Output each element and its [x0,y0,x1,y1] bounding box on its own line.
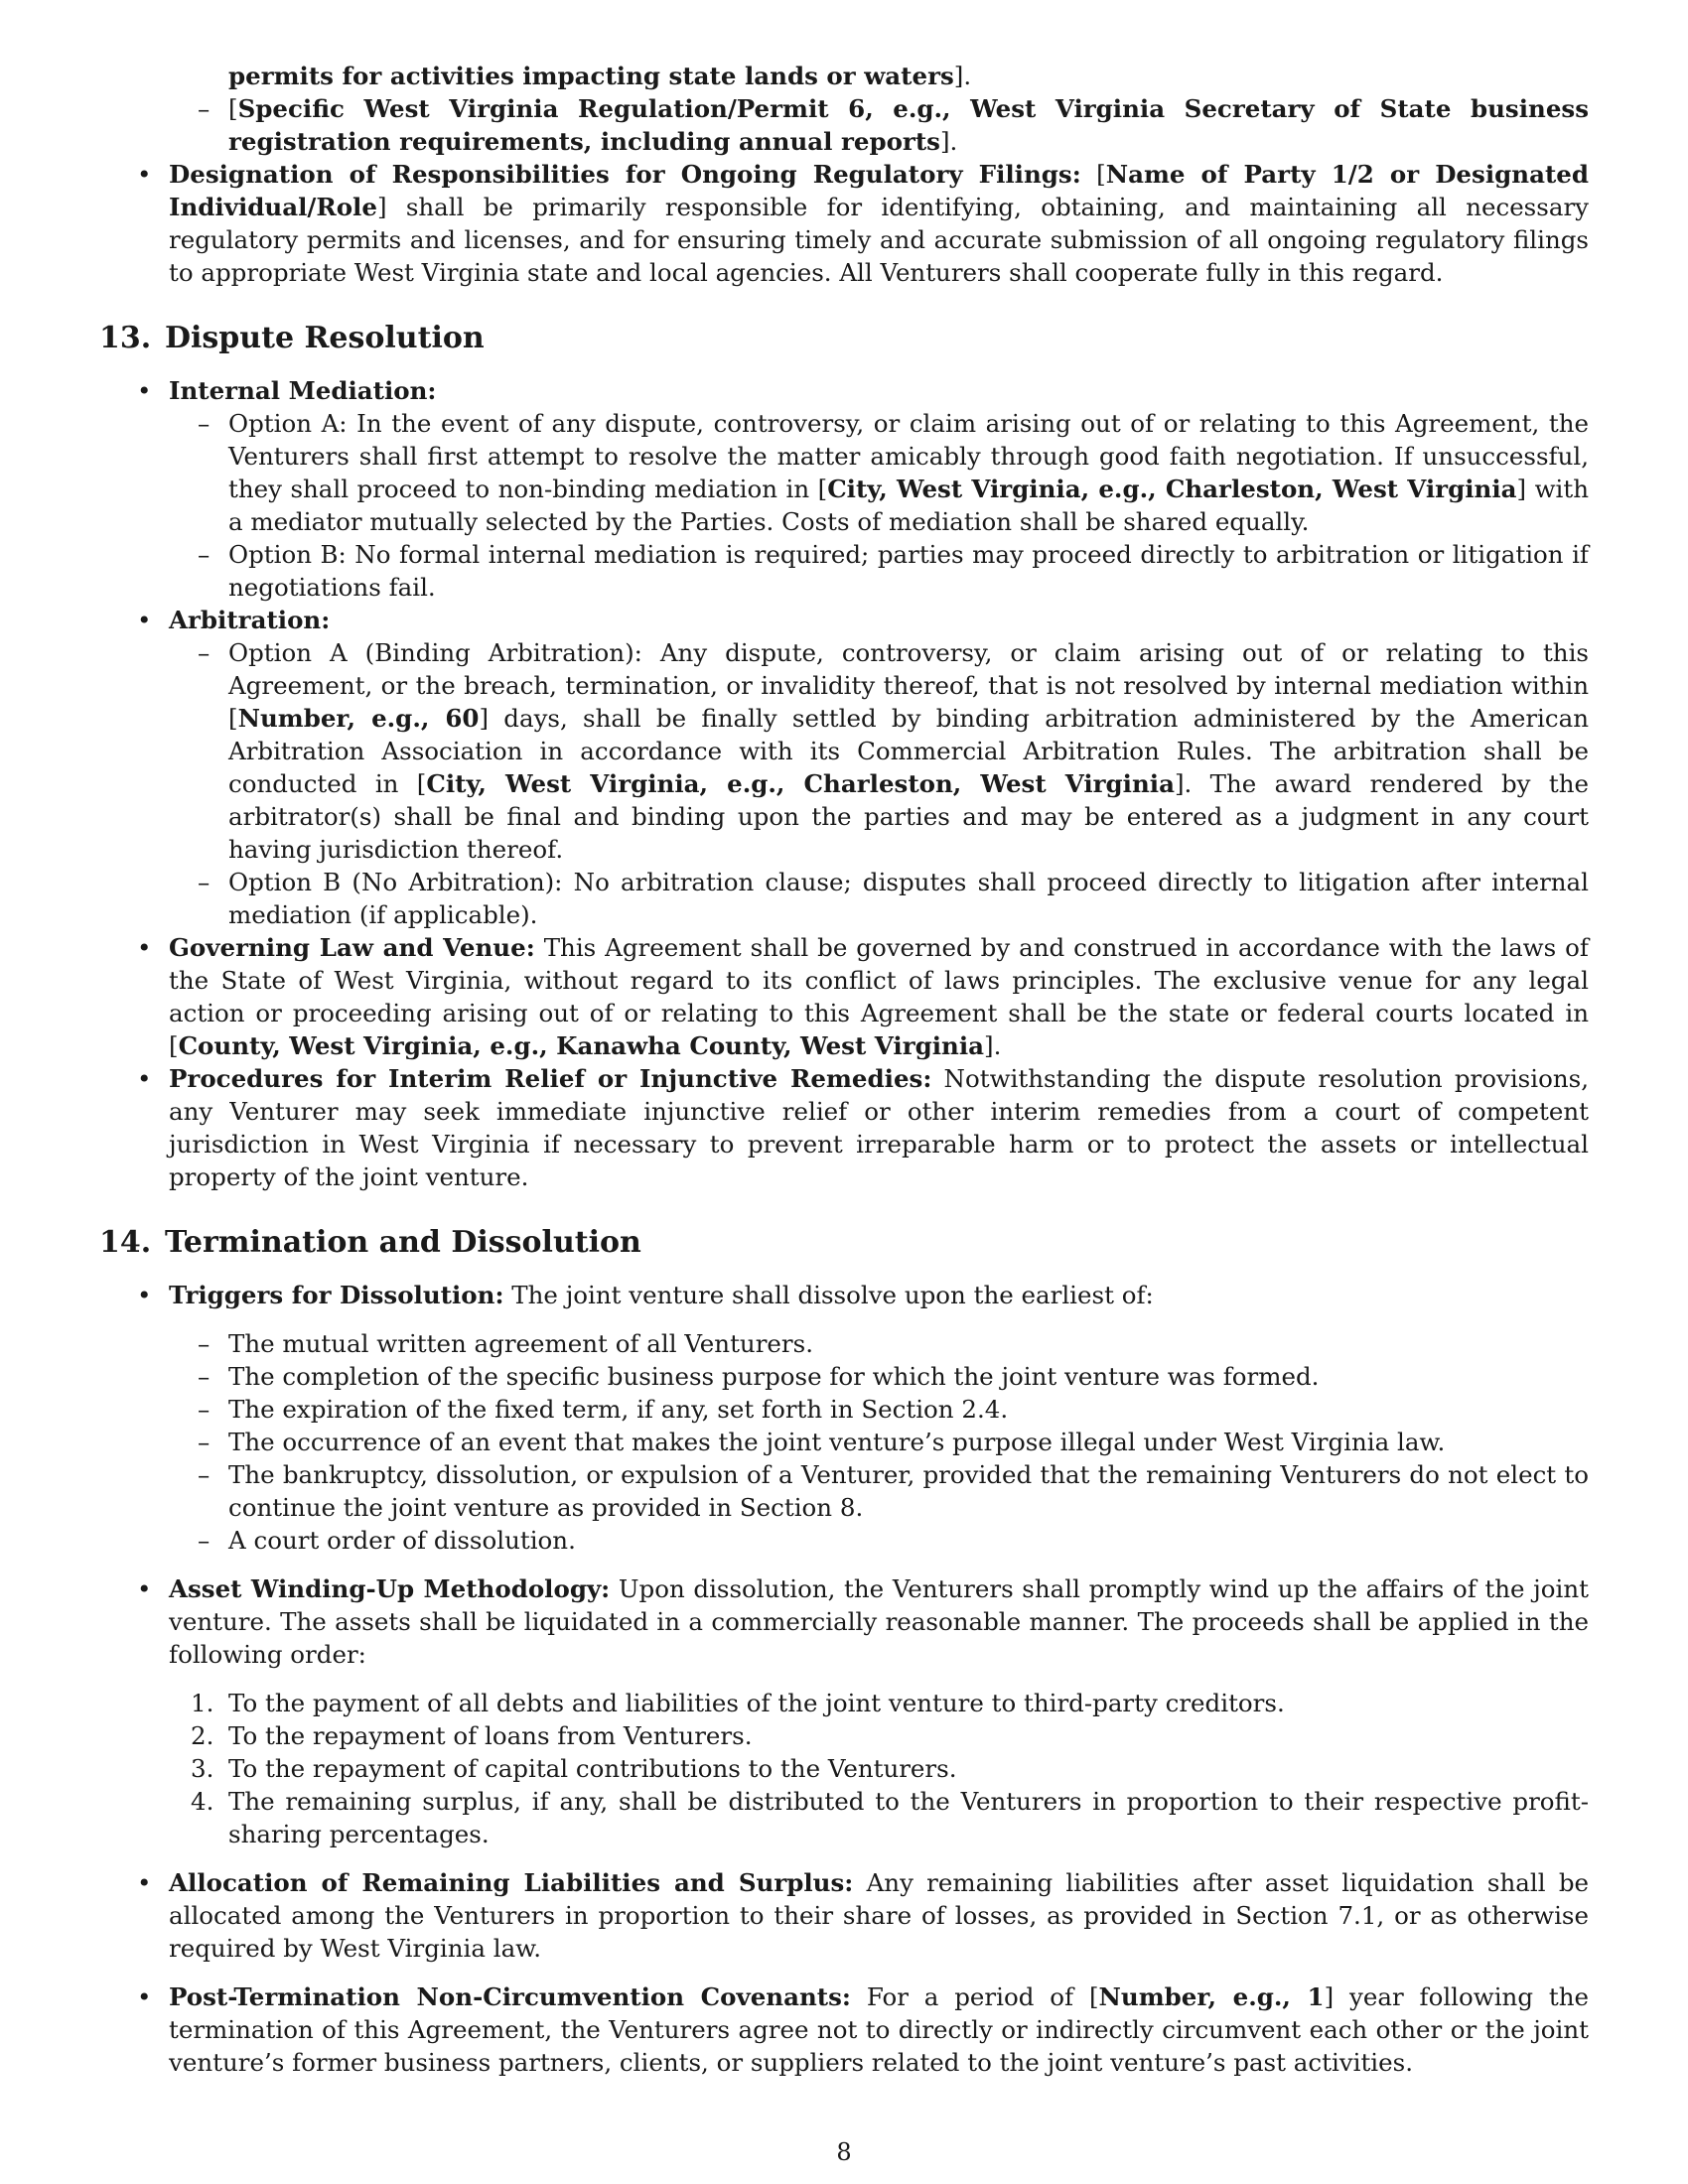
arbitration-days-placeholder: Number, e.g., 60 [237,704,480,733]
dash-marker: – [198,94,211,123]
section-14-title: Termination and Dissolution [165,1225,641,1260]
section-14-number: 14. [99,1225,152,1260]
arbitration-option-a: – Option A (Binding Arbitration): Any dispute, controversy, or claim arising out of or relating to this Agreement, or the breach, termination, or invalidity thereof, that is not resolved by internal mediation within [Number, e.g., 60] days, shall be finally settled by binding arbitration administered by the American Arbitration Association in accordance with its Commercial Arbitration Rules. The arbitration shall be conducted in [City, West Virginia, e.g., Charleston, West Virginia]. The award rendered by the arbitrator(s) shall be final and binding upon the parties and may be entered as a judgment in any court having jurisdiction thereof. [198,638,1589,864]
mediation-option-b [99,538,1589,604]
bullet-marker: • [137,1064,152,1093]
bullet-marker: • [137,1281,152,1309]
list-item-interim-relief [99,1062,1589,1193]
arbitration-option-a-text-1: Option A (Binding Arbitration): Any dispute, controversy, or claim arising out of or relating to this Agreement, or the breach, termination, or invalidity thereof, that is not resolved by internal mediation within [228,638,1589,700]
list-item-winding-up [99,1572,1589,1671]
payout-item-text: To the payment of all debts and liabilities of the joint venture to third-party creditors. [228,1689,1285,1717]
list-item-triggers [99,1279,1589,1311]
trigger-item-text: A court order of dissolution. [228,1526,576,1555]
bullet-marker: • [137,606,152,634]
section-14-heading [99,1223,1589,1263]
trigger-item [99,1393,1589,1426]
designation-label: Designation of Responsibilities for Ongoing Regulatory Filings: [169,160,1081,189]
dash-marker: – [198,540,211,569]
number-marker: 3. [191,1754,214,1783]
designation-text: shall be primarily responsible for identifying, obtaining, and maintaining all necessary regulatory permits and licenses, and for ensuring timely and accurate submission of all ongoing regulatory filings to appropriate West Virginia state and local agencies. All Venturers shall cooperate fully in this regard. [169,193,1589,287]
number-marker: 4. [191,1787,214,1816]
bullet-marker: • [137,1574,152,1603]
payout-item-text: To the repayment of loans from Venturers. [228,1721,753,1750]
winding-up-label: Asset Winding-Up Methodology: [169,1574,611,1603]
payout-item [99,1687,1589,1719]
allocation-label: Allocation of Remaining Liabilities and Surplus: [169,1868,854,1897]
venue-county-placeholder: County, West Virginia, e.g., Kanawha County, West Virginia [178,1031,985,1060]
dash-marker: – [198,1329,211,1358]
regulation-6-text: Specific West Virginia Regulation/Permit 6, e.g., West Virginia Secretary of State business registration requirements, including annual reports [228,94,1589,156]
payout-item [99,1719,1589,1752]
arbitration-option-a-text-3: . The award rendered by the arbitrator(s) shall be final and binding upon the parties and may be entered as a judgment in any court having jurisdiction thereof. [228,769,1589,864]
section-13-title: Dispute Resolution [165,321,485,355]
bullet-marker: • [137,376,152,405]
list-item-allocation [99,1866,1589,1965]
payout-item-text: The remaining surplus, if any, shall be distributed to the Venturers in proportion to their respective profit-sharing percentages. [228,1787,1589,1848]
mediation-option-a: – Option A: In the event of any dispute, controversy, or claim arising out of or relating to this Agreement, the Venturers shall first attempt to resolve the matter amicably through good faith negotiation. If unsuccessful, they shall proceed to non-binding mediation in [City, West Virginia, e.g., Charleston, West Virginia] with a mediator mutually selected by the Parties. Costs of mediation shall be shared equally. [198,409,1590,536]
trigger-item [99,1426,1589,1458]
dash-marker: – [198,1428,211,1456]
non-circumvention-text-start: For a period of [866,1982,1074,2011]
dash-marker: – [198,1460,211,1489]
trigger-item [99,1458,1589,1524]
trigger-item-text: The mutual written agreement of all Venturers. [228,1329,813,1358]
bullet-marker: • [137,160,152,189]
dash-marker: – [198,1526,211,1555]
mediation-city-placeholder: City, West Virginia, e.g., Charleston, West Virginia [827,475,1517,503]
dash-marker: – [198,638,211,667]
list-item-internal-mediation [99,374,1589,407]
list-item-non-circumvention: • Post-Termination Non-Circumvention Covenants: For a period of [Number, e.g., 1] year following the termination of this Agreement, the Venturers agree not to directly or indirectly circumvent each other or the joint venture’s former business partners, clients, or suppliers related to the joint venture’s past activities. [137,1982,1589,2077]
bullet-marker: • [137,1982,152,2011]
internal-mediation-label: Internal Mediation: [169,376,437,405]
list-item-designation: • Designation of Responsibilities for Ongoing Regulatory Filings: [Name of Party 1/2 or Designated Individual/Role] shall be primarily responsible for identifying, obtaining, and maintaining all necessary regulatory permits and licenses, and for ensuring timely and accurate submission of all ongoing regulatory filings to appropriate West Virginia state and local agencies. All Venturers shall cooperate fully in this regard. [137,160,1589,287]
arbitration-city-placeholder: City, West Virginia, e.g., Charleston, West Virginia [426,769,1175,798]
number-marker: 2. [191,1721,214,1750]
allocation-text: Any remaining liabilities after asset liquidation shall be allocated among the Venturers in proportion to their share of losses, as provided in Section 7.1, or as otherwise required by West Virginia law. [169,1868,1590,1963]
mediation-option-a-text: Option A: In the event of any dispute, controversy, or claim arising out of or relating to this Agreement, the Venturers shall first attempt to resolve the matter amicably through good faith negotiation. If unsuccessful, they shall proceed to non-binding mediation in [228,409,1589,503]
dash-marker: – [198,409,211,438]
trigger-item-text: The occurrence of an event that makes the joint venture’s purpose illegal under West Virginia law. [228,1428,1446,1456]
arbitration-option-b-text: Option B (No Arbitration): No arbitration clause; disputes shall proceed directly to litigation after internal mediation (if applicable). [228,868,1589,929]
non-circumvention-label: Post-Termination Non-Circumvention Covenants: [169,1982,851,2011]
interim-relief-text: Notwithstanding the dispute resolution provisions, any Venturer may seek immediate injunctive relief or other interim remedies from a court of competent jurisdiction in West Virginia if necessary to prevent irreparable harm or to protect the assets or intellectual property of the joint venture. [169,1064,1589,1191]
governing-law-label: Governing Law and Venue: [169,933,535,962]
trigger-item-text: The expiration of the fixed term, if any, set forth in Section 2.4. [228,1395,1009,1424]
mediation-option-a-text-end: with a mediator mutually selected by the Parties. Costs of mediation shall be shared equally. [228,475,1590,536]
arbitration-label: Arbitration: [169,606,331,634]
trigger-item [99,1524,1589,1557]
payout-item [99,1785,1589,1850]
number-marker: 1. [191,1689,214,1717]
document-page [99,60,1589,2079]
continued-text: permits for activities impacting state lands or waters [228,62,954,90]
dash-marker: – [198,1362,211,1391]
interim-relief-label: Procedures for Interim Relief or Injunctive Remedies: [169,1064,932,1093]
triggers-text: The joint venture shall dissolve upon the earliest of: [511,1281,1154,1309]
trigger-item-text: The bankruptcy, dissolution, or expulsion of a Venturer, provided that the remaining Venturers do not elect to continue the joint venture as provided in Section 8. [228,1460,1589,1522]
bullet-marker: • [137,1868,152,1897]
trigger-item [99,1360,1589,1393]
section-13-number: 13. [99,321,152,355]
list-item-governing-law: • Governing Law and Venue: This Agreement shall be governed by and construed in accordance with the laws of the State of West Virginia, without regard to its conflict of laws principles. The exclusive venue for any legal action or proceeding arising out of or relating to this Agreement shall be the state or federal courts located in [County, West Virginia, e.g., Kanawha County, West Virginia]. [137,933,1589,1060]
trigger-item [99,1327,1589,1360]
page-number: 8 [836,2138,852,2166]
payout-item [99,1752,1589,1785]
designation-placeholder: Name of Party 1/2 or Designated Individual/Role [169,160,1589,221]
list-item-arbitration [99,604,1589,636]
arbitration-option-a-text-2: days, shall be finally settled by binding arbitration administered by the American Arbitration Association in accordance with its Commercial Arbitration Rules. The arbitration shall be conducted in [228,704,1589,798]
non-circumvention-period-placeholder: Number, e.g., 1 [1098,1982,1325,2011]
trigger-item-text: The completion of the specific business purpose for which the joint venture was formed. [228,1362,1320,1391]
bullet-marker: • [137,933,152,962]
non-circumvention-text-end: year following the termination of this Agreement, the Venturers agree not to directly or indirectly circumvent each other or the joint venture’s former business partners, clients, or suppliers related to the joint venture’s past activities. [169,1982,1589,2077]
continued-list-item: permits for activities impacting state lands or waters]. [228,62,972,90]
list-item-regulation-6: – [Specific West Virginia Regulation/Permit 6, e.g., West Virginia Secretary of State business registration requirements, including annual reports]. [198,94,1589,156]
arbitration-option-b [99,866,1589,931]
governing-law-text: This Agreement shall be governed by and construed in accordance with the laws of the State of West Virginia, without regard to its conflict of laws principles. The exclusive venue for any legal action or proceeding arising out of or relating to this Agreement shall be the state or federal courts located in [169,933,1589,1027]
section-13-heading [99,319,1589,358]
triggers-label: Triggers for Dissolution: [169,1281,504,1309]
winding-up-text: Upon dissolution, the Venturers shall promptly wind up the affairs of the joint venture. The assets shall be liquidated in a commercially reasonable manner. The proceeds shall be applied in the following order: [169,1574,1589,1669]
dash-marker: – [198,1395,211,1424]
dash-marker: – [198,868,211,896]
payout-item-text: To the repayment of capital contributions to the Venturers. [228,1754,957,1783]
mediation-option-b-text: Option B: No formal internal mediation is required; parties may proceed directly to arbitration or litigation if negotiations fail. [228,540,1589,602]
